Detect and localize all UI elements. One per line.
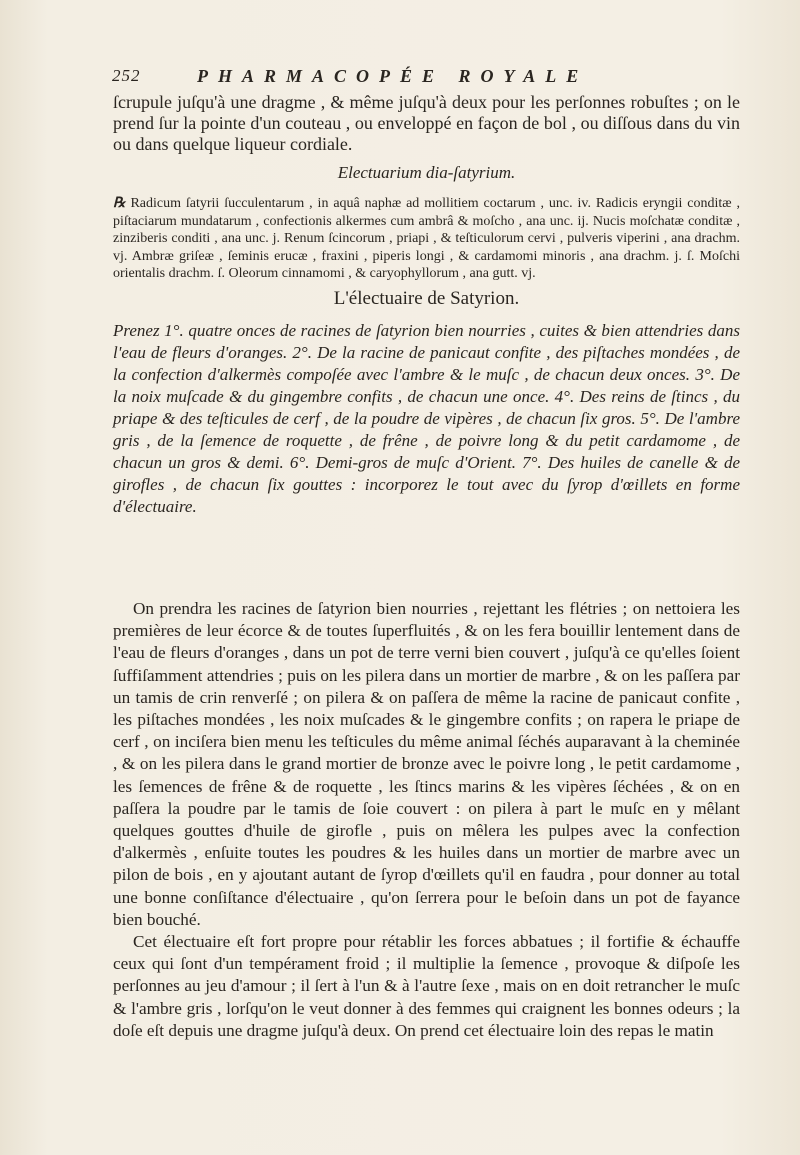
french-recipe: Prenez 1°. quatre onces de racines de ſatyrion bien nourries , cuites & bien attendries dans l'eau de fleurs d'oranges. 2°. De la racine de panicaut confite , des piſtaches mondées , de la confection d'alkermès compoſée avec l'ambre & le muſc , de chacun deux onces. 3°. De la noix muſcade & du gingembre confits , de chacun une once. 4°. Des reins de ſtincs , du priape & des teſticules de cerf , de la poudre de vipères , de chacun ſix gros. 5°. De l'ambre gris , de la ſemence de roquette , de frêne , de poivre long & du petit cardamome , de chacun un gros & demi. 6°. Demi-gros de muſc d'Orient. 7°. Des huiles de canelle & de girofles , de chacun ſix gouttes : incorporez le tout avec du ſyrop d'œillets en forme d'électuaire. bbox=[113, 321, 740, 516]
running-head-title: PHARMACOPÉE ROYALE bbox=[197, 66, 589, 86]
method-paragraph: On prendra les racines de ſatyrion bien nourries , rejettant les flétries ; on nettoiera les premières de leur écorce & de toutes ſuperfluités , & on les fera bouillir lentement dans de l'eau de fleurs d'oranges , dans un pot de terre verni bien couvert , juſqu'à ce qu'elles ſoient ſuffiſamment attendries ; puis on les pilera dans un mortier de marbre , & on les paſſera par un tamis de crin renverſé ; on pilera & on paſſera de même la racine de panicaut confite , les piſtaches mondées , les noix muſcades & le gingembre confits ; on rapera le priape de cerf , on inciſera bien menu les teſticules du même animal ſéchés auparavant à la cheminée , & on les pilera dans le grand mortier de bronze avec le poivre long , le petit cardamome , les ſemences de frêne & de roquette , les ſtincs marins & les vipères ſéchées , & on en paſſera la poudre par le tamis de ſoie couvert : on pilera à part le muſc en y mêlant quelques gouttes d'huile de girofle , puis on mêlera les pulpes avec la confection d'alkermès , enſuite toutes les poudres & les huiles dans un mortier de marbre avec un pilon de bois , en y ajoutant autant de ſyrop d'œillets qu'il en faudra , pour donner au total une bonne conſiſtance d'électuaire , qu'on ſerrera pour le beſoin dans un pot de fayance bien bouché. bbox=[113, 599, 740, 929]
latin-recipe-title: Electuarium dia-ſatyrium. bbox=[337, 163, 516, 182]
french-recipe-title: L'électuaire de Satyrion. bbox=[333, 288, 520, 309]
running-head bbox=[112, 66, 740, 88]
page-number: 252 bbox=[112, 66, 141, 85]
usage-paragraph: Cet électuaire eſt fort propre pour rétablir les forces abbatues ; il fortifie & échauffe ceux qui ſont d'un tempérament froid ; il multiplie la ſemence , provoque & diſpoſe les perſonnes au jeu d'amour ; il ſert à l'un & à l'autre ſexe , mais on en doit retrancher le muſc & l'ambre gris , lorſqu'on le veut donner à des femmes qui craignent les bonnes odeurs ; la doſe eſt depuis une dragme juſqu'à deux. On prend cet électuaire loin des repas le matin bbox=[113, 932, 740, 1040]
preparation-method bbox=[113, 598, 740, 1042]
latin-recipe bbox=[113, 195, 740, 283]
recipe-symbol-icon: ℞ bbox=[113, 196, 126, 211]
latin-recipe-text: Radicum ſatyrii ſucculentarum , in aquâ naphæ ad mollitiem coctarum , unc. iv. Radicis eryngii conditæ , piſtaciarum mundatarum , confectionis alkermes cum ambrâ & moſcho , ana unc. ij. Nucis moſchatæ conditæ , zinziberis conditi , ana unc. j. Renum ſcincorum , priapi , & teſticulorum cervi , pulveris viperini , ana drachm. vj. Ambræ griſeæ , ſeminis erucæ , fraxini , piperis longi , & cardamomi minoris , ana drachm. j. ſ. Moſchi orientalis drachm. ſ. Oleorum cinnamomi , & caryophyllorum , ana gutt. vj. bbox=[113, 196, 740, 281]
continued-paragraph: ſcrupule juſqu'à une dragme , & même juſqu'à deux pour les perſonnes robuſtes ; on le prend ſur la pointe d'un couteau , ou enveloppé en façon de bol , ou diſſous dans du vin ou dans quelque liqueur cordiale. bbox=[113, 92, 740, 154]
